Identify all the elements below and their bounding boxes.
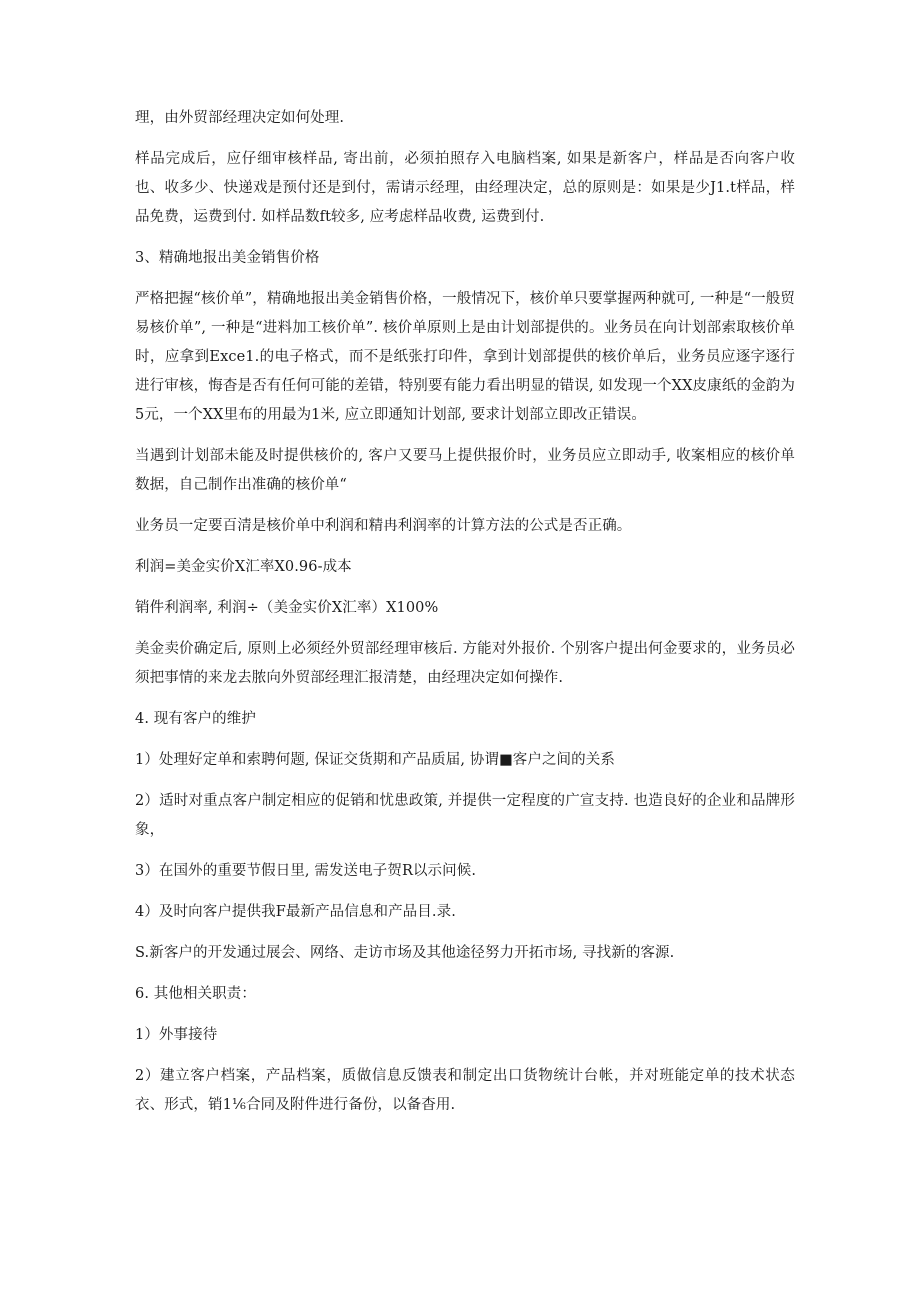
section-heading-5: S.新客户的开发通过展会、网络、走访市场及其他途径努力开拓市场, 寻找新的客源. bbox=[135, 945, 675, 961]
section-heading-3: 3、精确地报出美金销售价格 bbox=[135, 250, 320, 266]
list-item-6-2: 2）建立客户档案，产品档案，质做信息反馈表和制定出口货物统计台帐，并对班能定单的技术状态衣、形式，销1⅙合同及附件进行备份，以备杳用. bbox=[135, 1068, 795, 1113]
section-heading-4: 4. 现有客户的维护 bbox=[135, 711, 256, 727]
list-item-4-4: 4）及时向客户提供我F最新产品信息和产品目.录. bbox=[135, 904, 456, 920]
formula-profit-rate: 销件利润率, 利润÷（美金实价X汇率）X100% bbox=[135, 600, 439, 616]
list-item-4-3: 3）在国外的重要节假日里, 需发送电子贺R以示问候. bbox=[135, 863, 477, 879]
paragraph-pricing: 严格把握“核价单”，精确地报出美金销售价格，一般情况下，核价单只要掌握两种就可, 一种是“一般贸易核价单”, 一种是“进料加工核价单”. 核价单原则上是由计划部提供的。业务员在向计划部索取核价单时，应拿到Exce1.的电子格式，而不是纸张打印件，拿到计划部提供的核价单后，业务员应逐字逐行进行审核，悔杳是否有任何可能的差错，特别要有能力看出明显的错误, 如发现一个XX皮康纸的金韵为5元，一个XX里布的用最为1米, 应立即通知计划部, 要求计划部立即改正错误。 bbox=[135, 291, 795, 423]
paragraph-self-pricing: 当遇到计划部未能及时提供核价的, 客户又要马上提供报价时，业务员应立即动手, 收案相应的核价单数据，自己制作出准确的核价单“ bbox=[135, 448, 795, 493]
paragraph-sample-handling: 样品完成后，应仔细审核样品, 寄出前，必须拍照存入电脑档案, 如果是新客户，样品是否向客户收也、收多少、快递戏是预付还是到付，需请示经理，由经理决定，总的原则是：如果是少J1.t样品，样品免费，运费到付. 如样品数ft较多, 应考虑样品收费, 运费到付. bbox=[135, 151, 795, 225]
list-item-6-1: 1）外事接待 bbox=[135, 1027, 218, 1043]
list-item-4-1: 1）处理好定单和索聘何题, 保证交货期和产品质届, 协谓■客户之间的关系 bbox=[135, 752, 615, 768]
paragraph-continuation: 理，由外贸部经理决定如何处理. bbox=[135, 110, 345, 126]
section-heading-6: 6. 其他相关职责： bbox=[135, 986, 256, 1002]
paragraph-price-approval: 美金卖价确定后, 原则上必须经外贸部经理审核后. 方能对外报价. 个别客户提出何金要求的，业务员必须把事情的来龙去脓向外贸部经理汇报清楚，由经理决定如何操作. bbox=[135, 641, 795, 686]
document-body bbox=[135, 104, 795, 1132]
paragraph-formula-check: 业务员一定要百清是核价单中利润和精冉利润率的计算方法的公式是否正确。 bbox=[135, 518, 632, 534]
formula-profit: 利润=美金实价X汇率X0.96-成本 bbox=[135, 559, 352, 575]
list-item-4-2: 2）适时对重点客户制定相应的促销和忧患政策, 并提供一定程度的广宣支持. 也造良好的企业和品牌形象， bbox=[135, 793, 795, 838]
